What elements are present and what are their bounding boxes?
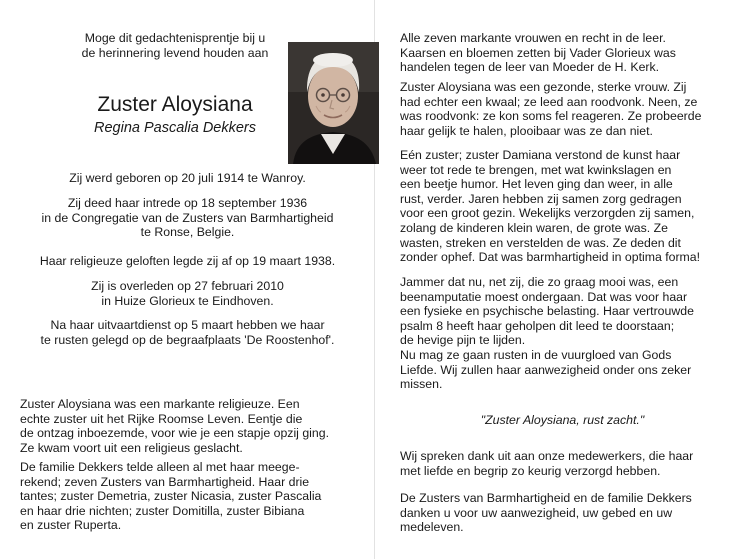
entry-line: te Ronse, Belgie.: [140, 225, 235, 240]
paragraph-thanks-staff: [400, 449, 722, 478]
text-line: de hevige pijn te lijden.: [400, 333, 526, 348]
intro-text: [64, 31, 286, 61]
birth-line: Zij werd geboren op 20 juli 1914 te Wanroy.: [69, 171, 306, 185]
text-line: met liefde en begrip zo keurig verzorgd hebben.: [400, 463, 661, 478]
text-line: Wij spreken dank uit aan onze medewerkers, die haar: [400, 449, 694, 463]
text-line: echte zuster uit het Rijke Roomse Leven. Eentje die: [20, 411, 303, 426]
death-text: [0, 279, 375, 308]
text-line: en zuster Ruperta.: [20, 518, 122, 533]
name-block: [64, 92, 286, 137]
paragraph-thanks-family: [400, 491, 722, 535]
text-line: rekend; zeven Zusters van Barmhartigheid. Haar drie: [20, 474, 310, 489]
text-line: Zuster Aloysiana was een gezonde, sterke vrouw. Zij: [400, 80, 687, 94]
death-line: in Huize Glorieux te Eindhoven.: [101, 293, 274, 308]
text-line: weer tot rede te brengen, met wat kwinkslagen en: [400, 162, 672, 177]
birth-name: Regina Pascalia Dekkers: [94, 120, 256, 136]
portrait-illustration: [288, 42, 379, 164]
text-line: voor een groot gezin. Wekelijks verzorgden zij samen,: [400, 206, 695, 221]
paragraph-sister-damiana: [400, 148, 722, 265]
text-line: De Zusters van Barmhartigheid en de familie Dekkers: [400, 491, 692, 505]
text-line: handelen tegen de leer van Moeder de H. Kerk.: [400, 60, 660, 75]
text-line: Ze kwam voort uit een religieus geslacht.: [20, 440, 243, 455]
text-line: wasten, streken en verstelden de was. Ze deden dit: [400, 235, 681, 250]
intro-line: Moge dit gedachtenisprentje bij u: [84, 31, 266, 45]
paragraph-doctrine: [400, 31, 722, 75]
paragraph-amputation: [400, 275, 722, 392]
paragraph-religious: [20, 397, 330, 455]
intro-line: de herinnering levend houden aan: [81, 46, 269, 60]
text-line: haar gelijk te halen, plooibaar was ze dan niet.: [400, 123, 653, 138]
entry-line: in de Congregatie van de Zusters van Barmhartigheid: [41, 210, 334, 225]
burial-text: [0, 318, 375, 347]
text-line: een beetje humor. Het leven ging dan weer, in alle: [400, 177, 673, 192]
vows-text: [0, 254, 375, 269]
text-line: beenamputatie moest ondergaan. Dat was voor haar: [400, 289, 688, 304]
paragraph-family: [20, 460, 330, 533]
text-line: medeleven.: [400, 520, 464, 535]
text-line: Nu mag ze gaan rusten in de vuurgloed van Gods: [400, 347, 672, 362]
portrait-photo: [288, 42, 379, 164]
text-line: psalm 8 heeft haar geholpen dit leed te doorstaan;: [400, 318, 675, 333]
text-line: een fysieke en psychische belasting. Haar vertrouwde: [400, 304, 694, 319]
birth-text: [0, 171, 375, 186]
entry-line: Zij deed haar intrede op 18 september 1936: [67, 196, 308, 210]
text-line: De familie Dekkers telde alleen al met haar meege-: [20, 460, 300, 474]
text-line: Jammer dat nu, net zij, die zo graag mooi was, een: [400, 275, 679, 289]
text-line: Zuster Aloysiana was een markante religieuze. Een: [20, 397, 300, 411]
religious-name: Zuster Aloysiana: [97, 93, 253, 116]
closing-quote: "Zuster Aloysiana, rust zacht.": [480, 413, 645, 427]
text-line: en haar drie nichten; zuster Domitilla, zuster Bibiana: [20, 503, 305, 518]
text-line: missen.: [400, 377, 443, 392]
burial-line: Na haar uitvaartdienst op 5 maart hebben we haar: [50, 318, 325, 332]
text-line: Kaarsen en bloemen zetten bij Vader Glorieux was: [400, 45, 676, 60]
text-line: Liefde. Wij zullen haar aanwezigheid onder ons zeker: [400, 362, 692, 377]
text-line: de ontzag inboezemde, voor wie je een stapje opzij ging.: [20, 426, 329, 441]
text-line: zolang de kinderen klein waren, de grote was. Ze: [400, 220, 668, 235]
death-line: Zij is overleden op 27 februari 2010: [91, 279, 284, 293]
paragraph-character: [400, 80, 722, 138]
burial-line: te rusten gelegd op de begraafplaats 'De Roostenhof'.: [40, 332, 335, 347]
text-line: Alle zeven markante vrouwen en recht in de leer.: [400, 31, 666, 45]
text-line: rust, verder. Jaren hebben zij samen zorg gedragen: [400, 191, 682, 206]
text-line: was roodvonk: ze kon soms fel reageren. Ze probeerde: [400, 109, 702, 124]
text-line: had echter een kwaal; ze leed aan roodvonk. Neen, ze: [400, 94, 698, 109]
vows-line: Haar religieuze geloften legde zij af op 19 maart 1938.: [39, 254, 336, 268]
text-line: danken u voor uw aanwezigheid, uw gebed en uw: [400, 505, 673, 520]
text-line: tantes; zuster Demetria, zuster Nicasia, zuster Pascalia: [20, 489, 322, 504]
text-line: Eén zuster; zuster Damiana verstond de kunst haar: [400, 148, 681, 162]
text-line: zonder ophef. Dat was barmhartigheid in optima forma!: [400, 250, 701, 265]
entry-text: [0, 196, 375, 240]
